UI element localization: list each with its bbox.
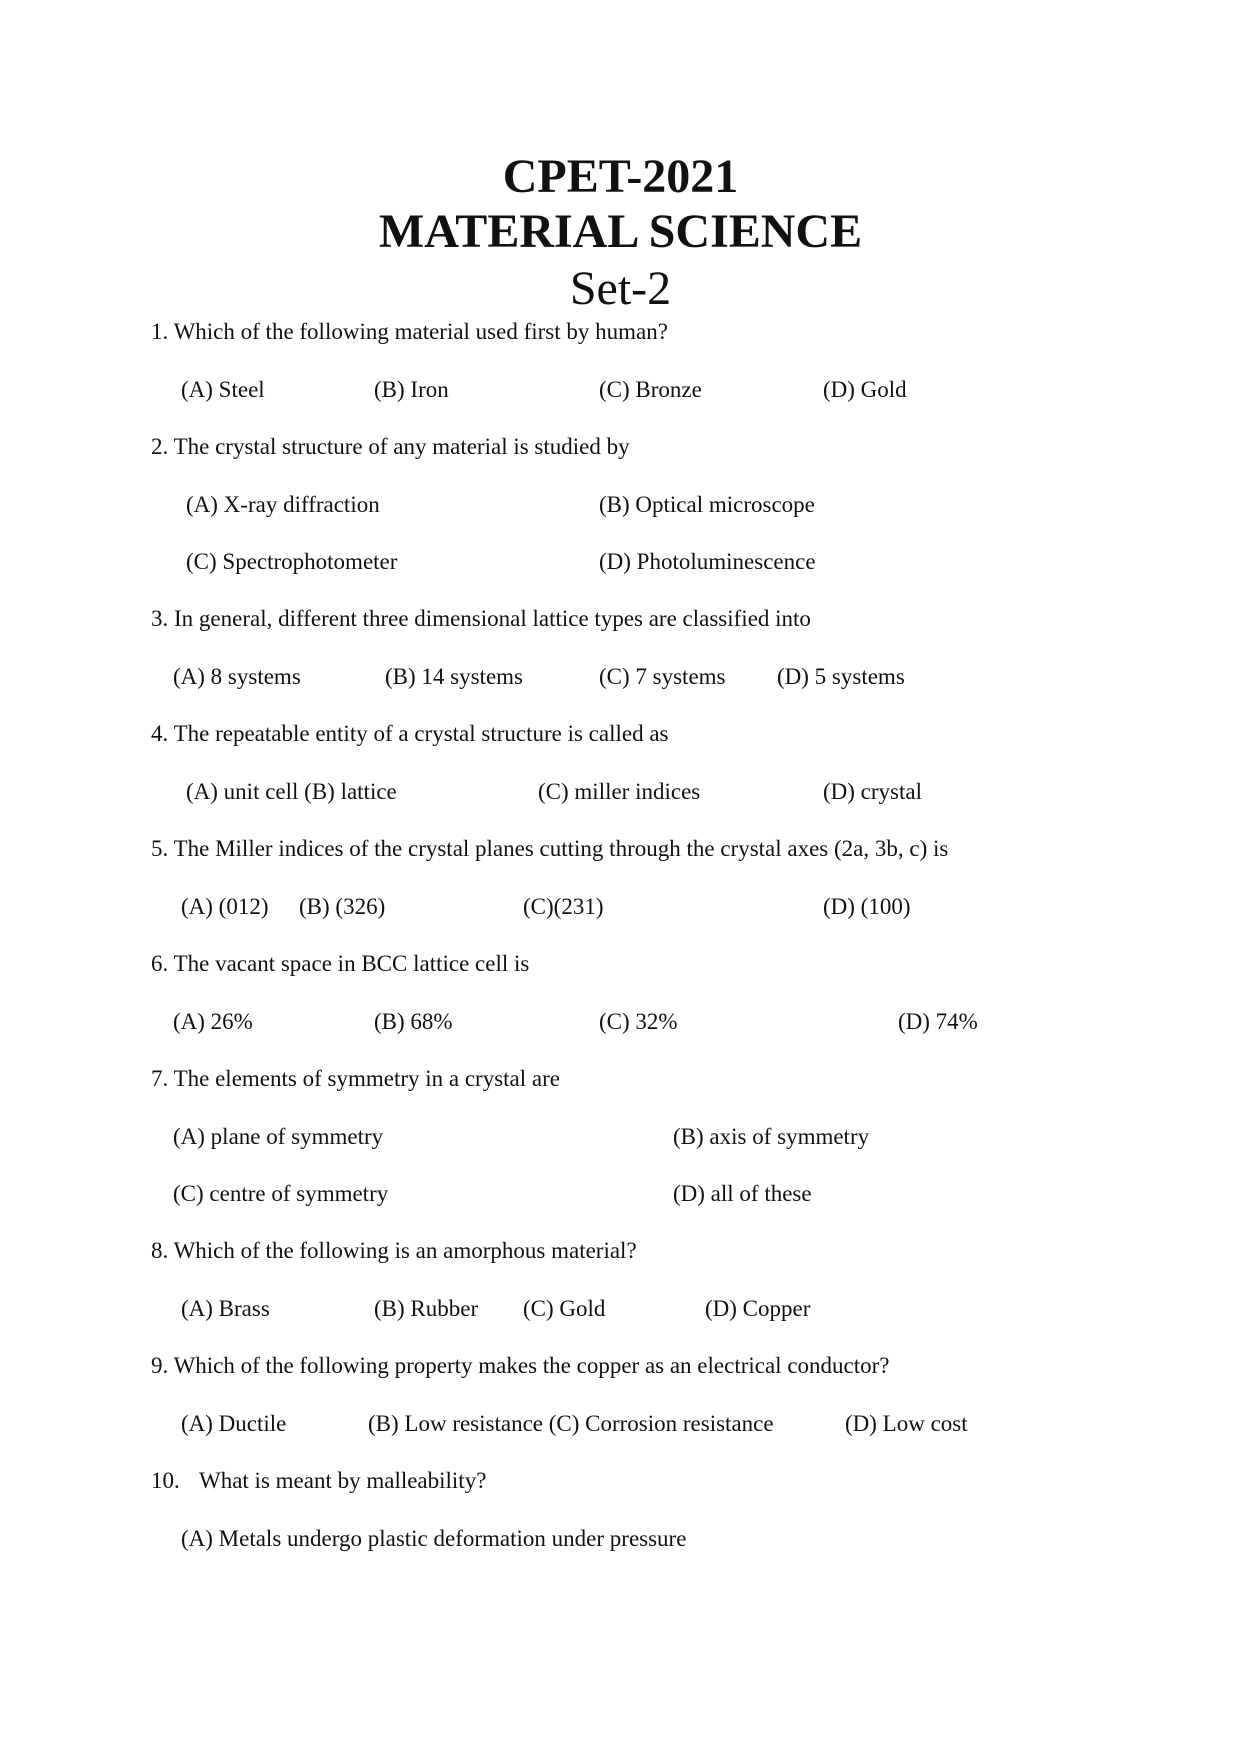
question-6-text: 6. The vacant space in BCC lattice cell is	[151, 951, 530, 976]
question-7-option-d: (D) all of these	[673, 1181, 812, 1206]
question-4-option-c: (C) miller indices	[538, 779, 701, 804]
question-4-option-ab: (A) unit cell (B) lattice	[186, 779, 397, 804]
question-7-option-c: (C) centre of symmetry	[173, 1181, 389, 1206]
question-2-option-a: (A) X-ray diffraction	[186, 492, 380, 517]
question-7-option-a: (A) plane of symmetry	[173, 1124, 384, 1149]
question-2-option-d: (D) Photoluminescence	[599, 549, 816, 574]
question-2-text: 2. The crystal structure of any material is studied by	[151, 434, 630, 459]
question-10-option-a: (A) Metals undergo plastic deformation under pressure	[181, 1526, 687, 1551]
question-9-option-a: (A) Ductile	[181, 1411, 287, 1436]
set-heading: Set-2	[569, 262, 672, 315]
question-9-option-bc: (B) Low resistance (C) Corrosion resistance	[368, 1411, 774, 1436]
question-7-option-b: (B) axis of symmetry	[673, 1124, 870, 1149]
question-5-option-b: (B) (326)	[299, 894, 386, 919]
question-3-option-a: (A) 8 systems	[173, 664, 301, 689]
question-6-option-a: (A) 26%	[173, 1009, 253, 1034]
question-5-option-d: (D) (100)	[823, 894, 911, 919]
question-4-text: 4. The repeatable entity of a crystal structure is called as	[151, 721, 669, 746]
question-6-option-d: (D) 74%	[898, 1009, 978, 1034]
question-10-text: What is meant by malleability?	[199, 1468, 487, 1493]
question-6-option-c: (C) 32%	[599, 1009, 678, 1034]
question-8-text: 8. Which of the following is an amorphous material?	[151, 1238, 637, 1263]
question-4-option-d: (D) crystal	[823, 779, 922, 804]
question-5-option-c: (C)(231)	[523, 894, 604, 919]
question-1-option-d: (D) Gold	[823, 377, 907, 402]
subject-heading: MATERIAL SCIENCE	[378, 205, 863, 258]
question-6-option-b: (B) 68%	[374, 1009, 453, 1034]
exam-code-heading: CPET-2021	[502, 150, 739, 203]
question-3-text: 3. In general, different three dimensional lattice types are classified into	[151, 606, 811, 631]
question-7-text: 7. The elements of symmetry in a crystal are	[151, 1066, 560, 1091]
question-5-text: 5. The Miller indices of the crystal planes cutting through the crystal axes (2a, 3b, c) is	[151, 836, 949, 861]
question-9-option-d: (D) Low cost	[845, 1411, 968, 1436]
question-10-number: 10.	[151, 1468, 180, 1493]
question-8-option-b: (B) Rubber	[374, 1296, 479, 1321]
question-9-text: 9. Which of the following property makes the copper as an electrical conductor?	[151, 1353, 890, 1378]
question-3-option-d: (D) 5 systems	[777, 664, 905, 689]
question-8-option-c: (C) Gold	[523, 1296, 606, 1321]
question-1-text: 1. Which of the following material used first by human?	[151, 319, 668, 344]
question-1-option-a: (A) Steel	[181, 377, 265, 402]
question-1-option-b: (B) Iron	[374, 377, 449, 402]
question-3-option-b: (B) 14 systems	[385, 664, 523, 689]
question-5-option-a: (A) (012)	[181, 894, 269, 919]
question-8-option-a: (A) Brass	[181, 1296, 270, 1321]
question-2-option-b: (B) Optical microscope	[599, 492, 815, 517]
question-1-option-c: (C) Bronze	[599, 377, 702, 402]
question-8-option-d: (D) Copper	[705, 1296, 811, 1321]
question-2-option-c: (C) Spectrophotometer	[186, 549, 398, 574]
question-3-option-c: (C) 7 systems	[599, 664, 726, 689]
